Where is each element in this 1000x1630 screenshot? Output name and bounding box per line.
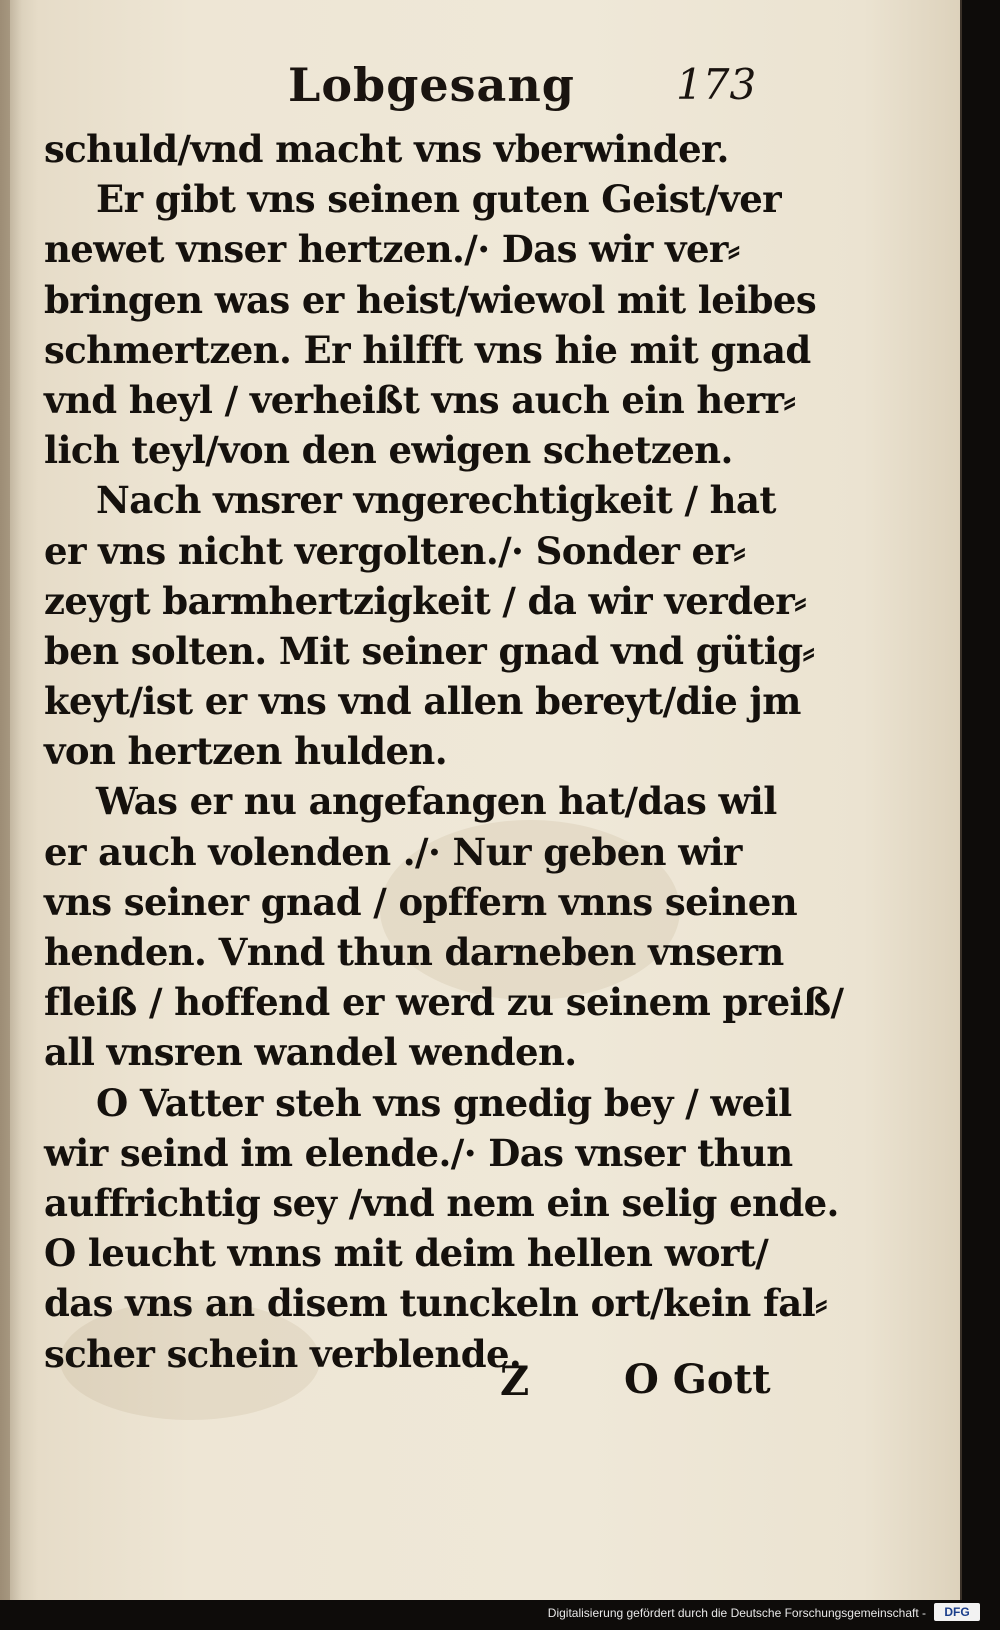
text-line: zeygt barmhertzigkeit / da wir verder⸗: [44, 578, 806, 623]
running-head: Lobgesang: [288, 58, 575, 112]
text-block: [44, 124, 844, 1379]
text-line: newet vnser hertzen./· Das wir ver⸗: [44, 227, 740, 272]
page-number: 173: [676, 60, 757, 109]
text-line: ben solten. Mit seiner gnad vnd gütig⸗: [44, 628, 815, 673]
text-line: wir seind im elende./· Das vnser thun: [44, 1130, 793, 1175]
text-line: von hertzen hulden.: [44, 729, 447, 774]
text-line: fleiß / hoffend er werd zu seinem preiß/: [44, 980, 844, 1025]
dfg-logo: DFG: [934, 1603, 980, 1621]
text-line: bringen was er heist/wiewol mit leibes: [44, 277, 817, 322]
funding-credit: Digitalisierung gefördert durch die Deutsche Forschungsgemeinschaft -: [547, 1606, 926, 1620]
text-line: Was er nu angefangen hat/das wil: [96, 779, 777, 824]
text-line: er auch volenden ./· Nur geben wir: [44, 829, 742, 874]
signature-mark: Z: [500, 1358, 530, 1405]
text-line: er vns nicht vergolten./· Sonder er⸗: [44, 528, 746, 573]
text-line: all vnsren wandel wenden.: [44, 1030, 577, 1075]
text-line: Er gibt vns seinen guten Geist/ver: [96, 177, 782, 222]
text-line: O leucht vnns mit deim hellen wort/: [44, 1231, 769, 1276]
text-line: vns seiner gnad / opffern vnns seinen: [44, 879, 798, 924]
text-line: henden. Vnnd thun darneben vnsern: [44, 930, 784, 974]
text-line: scher schein verblende.: [44, 1331, 522, 1376]
text-line: O Vatter steh vns gnedig bey / weil: [96, 1080, 792, 1125]
text-line: auffrichtig sey /vnd nem ein selig ende.: [44, 1180, 839, 1225]
text-line: Nach vnsrer vngerechtigkeit / hat: [96, 478, 776, 523]
page-gutter: [0, 0, 10, 1600]
text-line: vnd heyl / verheißt vns auch ein herr⸗: [44, 377, 796, 422]
text-line: das vns an disem tunckeln ort/kein fal⸗: [44, 1281, 827, 1326]
text-line: lich teyl/von den ewigen schetzen.: [44, 428, 733, 473]
text-line: keyt/ist er vns vnd allen bereyt/die jm: [44, 679, 801, 724]
catchword: O Gott: [624, 1356, 771, 1403]
text-line: schmertzen. Er hilfft vns hie mit gnad: [44, 327, 811, 372]
text-line: schuld/vnd macht vns vberwinder.: [44, 127, 729, 171]
